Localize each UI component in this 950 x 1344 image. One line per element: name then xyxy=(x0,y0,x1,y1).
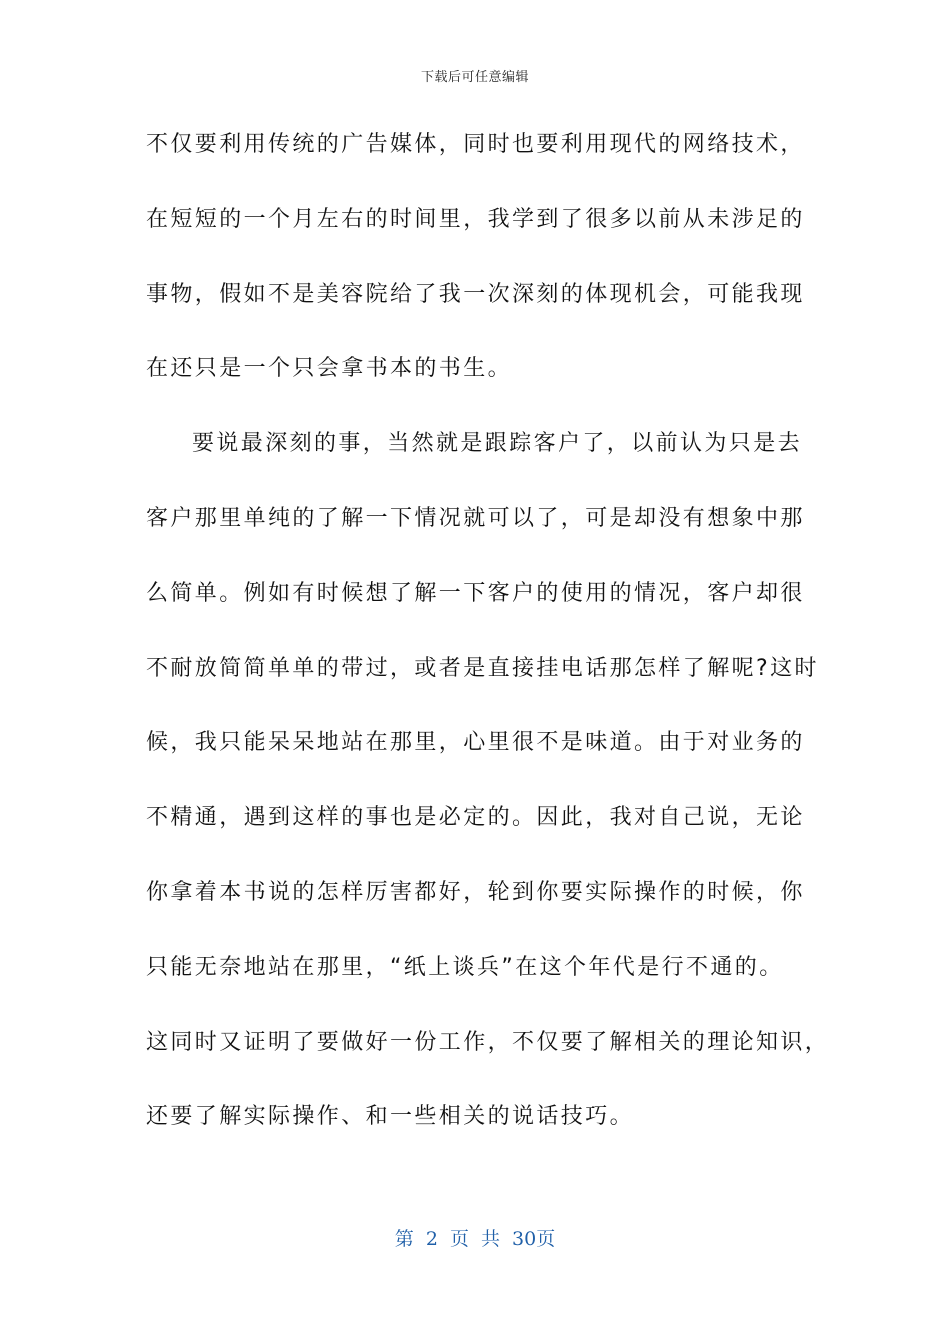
text-line: 事物，假如不是美容院给了我一次深刻的体现机会，可能我现 xyxy=(146,281,805,307)
text-line: 你拿着本书说的怎样厉害都好，轮到你要实际操作的时候，你 xyxy=(146,879,805,905)
text-line: 只能无奈地站在那里，“纸上谈兵”在这个年代是行不通的。 xyxy=(146,954,784,980)
text-line: 不耐放简简单单的带过，或者是直接挂电话那怎样了解呢?这时 xyxy=(146,655,819,681)
page-number-footer: 第 2 页 共 30页 xyxy=(394,1228,556,1250)
header-note: 下载后可任意编辑 xyxy=(420,70,529,85)
text-line: 么简单。例如有时候想了解一下客户的使用的情况，客户却很 xyxy=(146,580,805,606)
text-line: 不仅要利用传统的广告媒体，同时也要利用现代的网络技术， xyxy=(146,132,805,157)
paragraph-start-line: 要说最深刻的事，当然就是跟踪客户了，以前认为只是去 xyxy=(192,431,803,457)
text-line: 还要了解实际操作、和一些相关的说话技巧。 xyxy=(146,1104,635,1130)
text-line: 在还只是一个只会拿书本的书生。 xyxy=(146,356,513,382)
text-line: 在短短的一个月左右的时间里，我学到了很多以前从未涉足的 xyxy=(146,206,805,232)
body-text xyxy=(146,118,830,1165)
text-line: 不精通，遇到这样的事也是必定的。因此，我对自己说，无论 xyxy=(146,805,805,831)
text-line: 这同时又证明了要做好一份工作，不仅要了解相关的理论知识， xyxy=(146,1029,830,1055)
text-line: 候，我只能呆呆地站在那里，心里很不是味道。由于对业务的 xyxy=(146,730,805,756)
text-line: 客户那里单纯的了解一下情况就可以了，可是却没有想象中那 xyxy=(146,505,805,531)
